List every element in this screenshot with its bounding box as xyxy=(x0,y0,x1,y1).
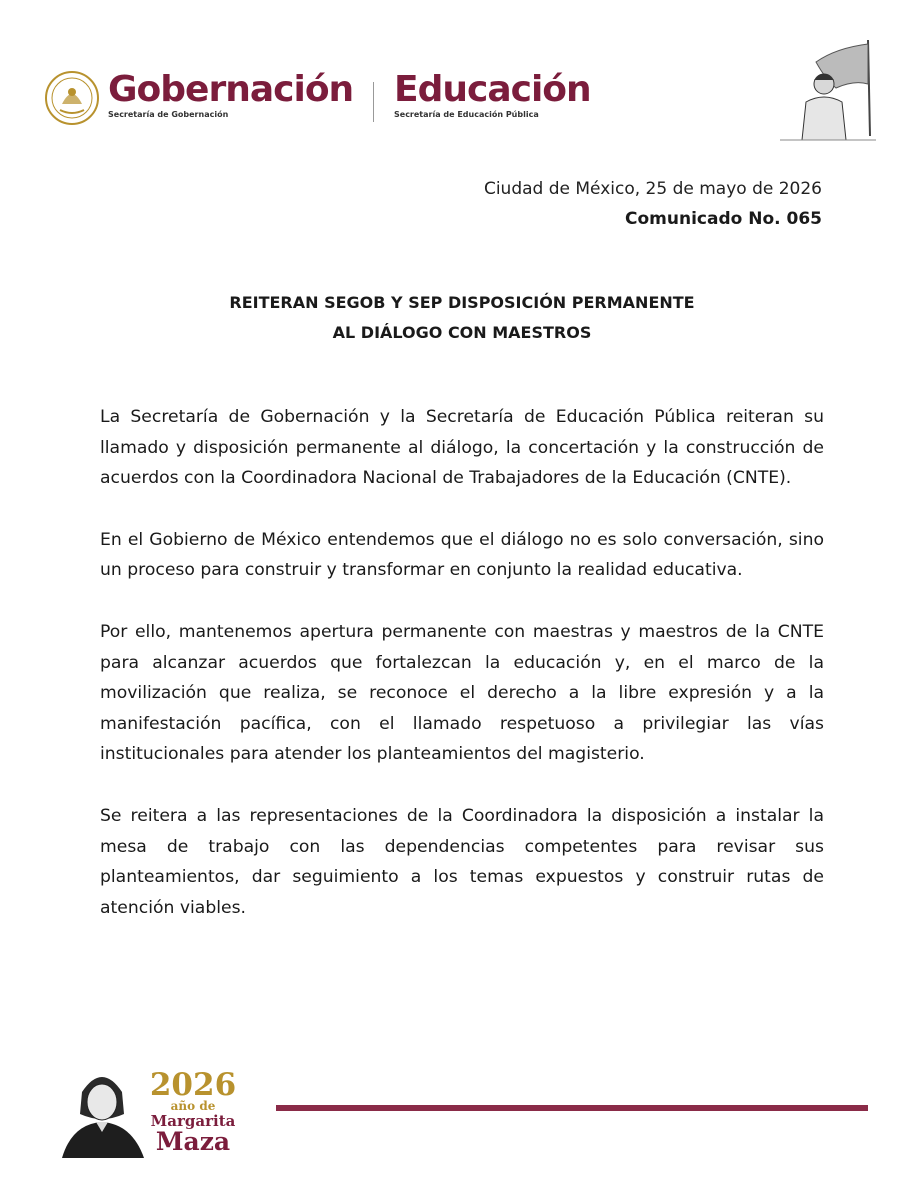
communique-meta xyxy=(484,174,822,234)
footer-bar xyxy=(276,1105,868,1111)
communique-title xyxy=(100,288,824,348)
margarita-maza-portrait-icon xyxy=(52,1062,152,1158)
title-line-2: AL DIÁLOGO CON MAESTROS xyxy=(332,323,592,342)
letterhead xyxy=(38,62,888,162)
margarita-text: Margarita xyxy=(150,1112,236,1130)
educacion-brand xyxy=(394,68,591,119)
paragraph: En el Gobierno de México entendemos que el diálogo no es solo conversación, sino un proceso para construir y transformar en conjunto la realidad educativa. xyxy=(100,529,824,581)
title-line-1: REITERAN SEGOB Y SEP DISPOSICIÓN PERMANENTE xyxy=(229,293,695,312)
educacion-name: Educación xyxy=(394,69,591,110)
paragraph: Se reitera a las representaciones de la Coordinadora la disposición a instalar la mesa de trabajo con las dependencias competentes para revisar sus planteamientos, dar seguimiento a los temas expuestos y construir rutas de atención viables. xyxy=(100,805,824,918)
date-line: Ciudad de México, 25 de mayo de 2026 xyxy=(483,179,822,199)
year-logo xyxy=(148,1067,238,1156)
gobernacion-brand xyxy=(108,68,353,119)
educacion-subtitle: Secretaría de Educación Pública xyxy=(394,110,539,119)
flag-woman-illustration-icon xyxy=(776,40,882,150)
brand-divider xyxy=(373,82,374,122)
year-text: 2026 xyxy=(149,1067,237,1103)
gobernacion-subtitle: Secretaría de Gobernación xyxy=(108,110,229,119)
maza-text: Maza xyxy=(155,1127,231,1156)
gobernacion-name: Gobernación xyxy=(108,69,354,110)
communique-number: Comunicado No. 065 xyxy=(625,209,822,229)
paragraph: Por ello, mantenemos apertura permanente con maestras y maestros de la CNTE para alcanzar acuerdos que fortalezcan la educación y, en el marco de la movilización que realiza, se reconoce el derecho a la libre expresión y a la manifestación pacífica, con el llamado respetuoso a privilegiar las vías institucionales para atender los planteamientos del magisterio. xyxy=(100,621,824,765)
national-seal-icon xyxy=(44,70,100,126)
paragraph: La Secretaría de Gobernación y la Secretaría de Educación Pública reiteran su llamado y disposición permanente al diálogo, la concertación y la construcción de acuerdos con la Coordinadora Nacional de Trabajadores de la Educación (CNTE). xyxy=(100,407,824,489)
communique-body xyxy=(100,402,824,954)
anio-de-text: año de xyxy=(170,1099,216,1113)
